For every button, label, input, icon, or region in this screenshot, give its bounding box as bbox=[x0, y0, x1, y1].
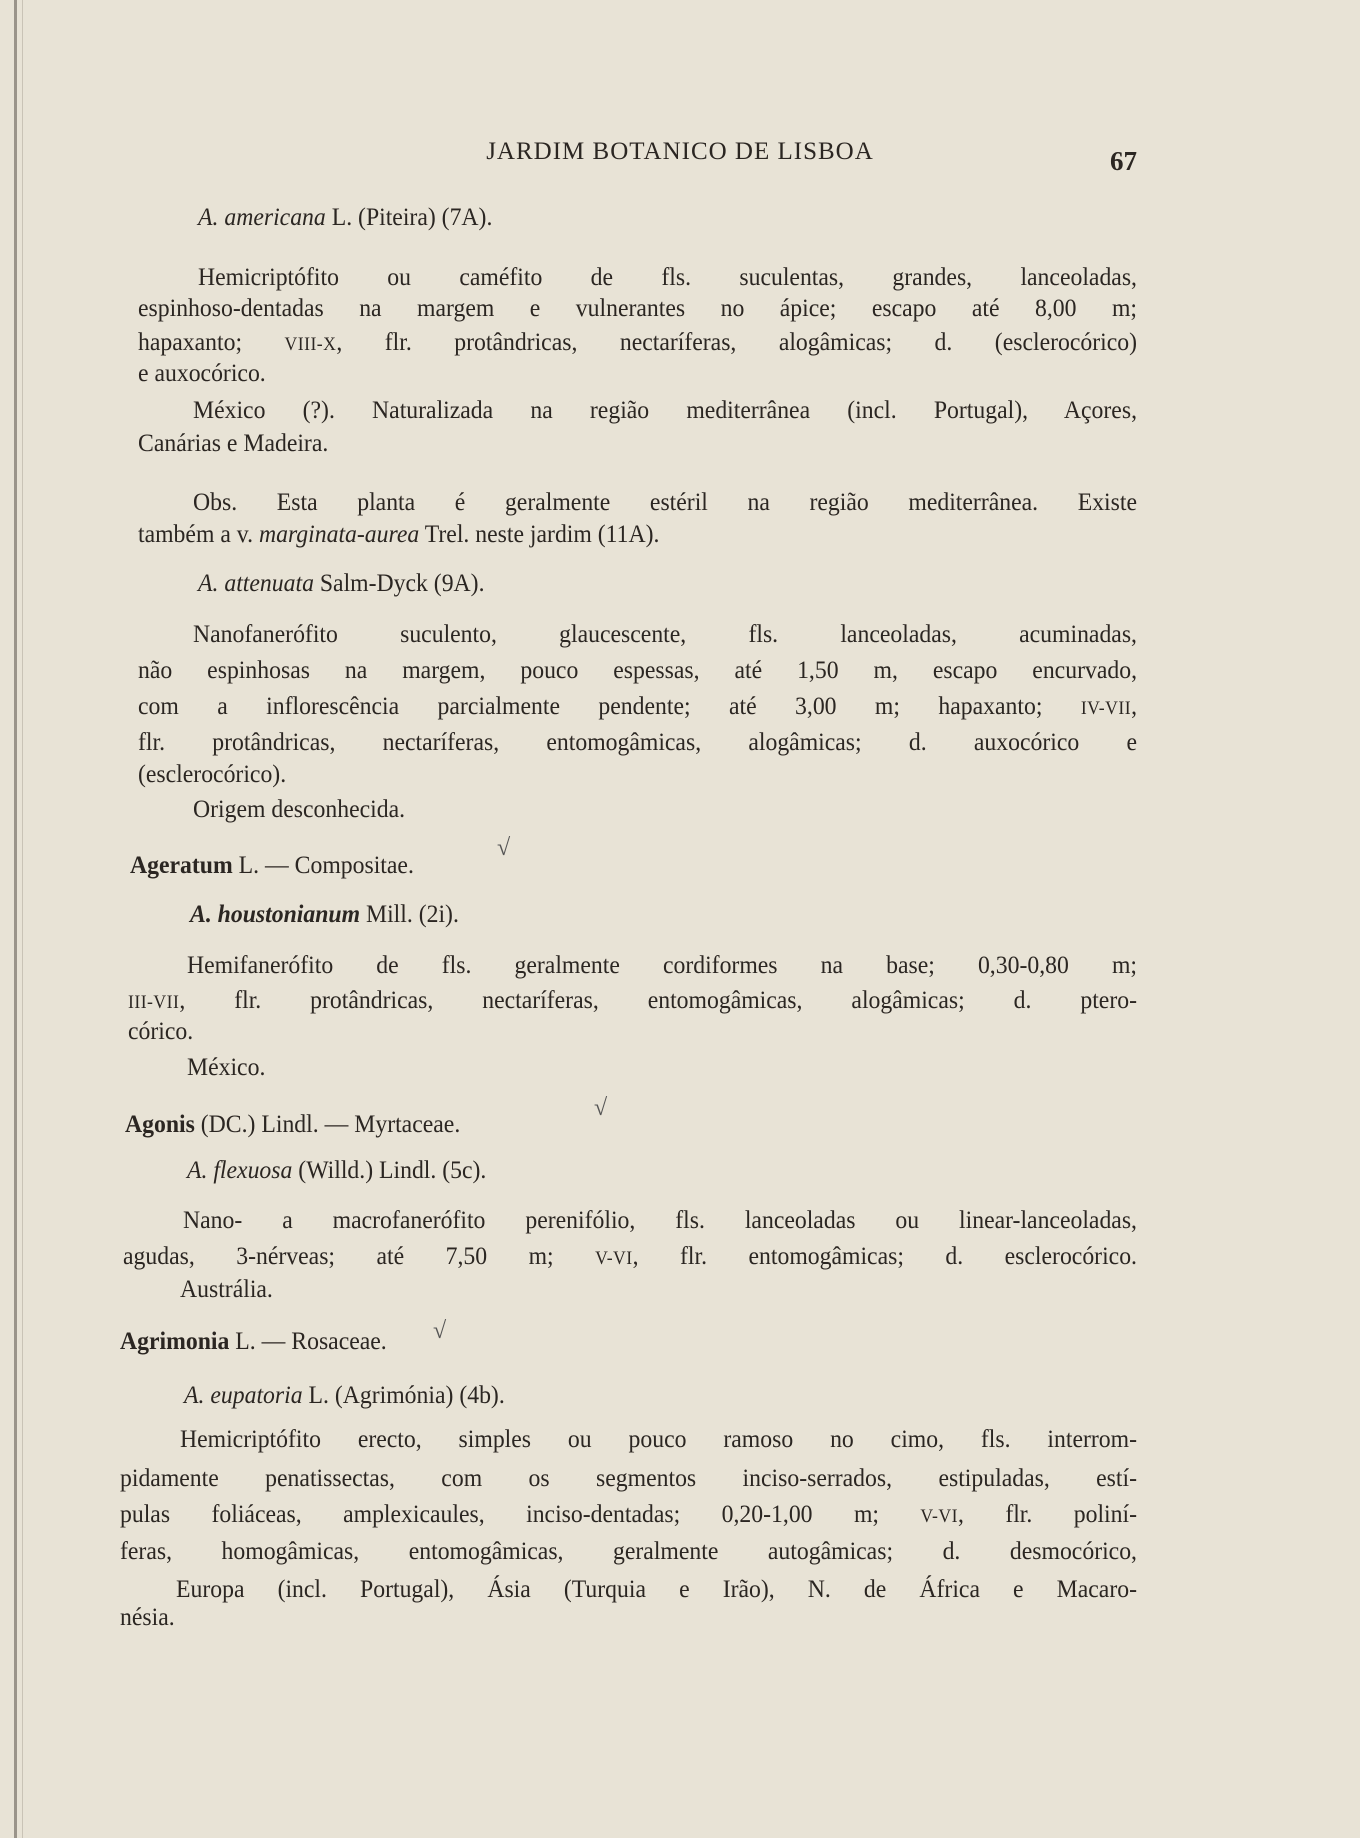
text-line bbox=[138, 691, 1137, 721]
text-run: Agrimonia bbox=[120, 1326, 230, 1355]
text-line bbox=[193, 619, 1137, 649]
text-run: Origem desconhecida. bbox=[193, 794, 406, 823]
text-run: , flr. entomogâmicas; d. esclerocórico. bbox=[632, 1241, 1137, 1270]
text-line bbox=[120, 1326, 387, 1356]
text-run: L. — Rosaceae. bbox=[229, 1326, 387, 1355]
text-run: também a v. bbox=[138, 519, 259, 548]
text-run: Hemicriptófito ou caméfito de fls. suculentas, grandes, lanceoladas, bbox=[198, 262, 1137, 291]
text-run: (esclerocórico). bbox=[138, 759, 287, 788]
text-line bbox=[128, 985, 1137, 1015]
text-run: , flr. poliní- bbox=[957, 1499, 1137, 1528]
text-run: L. (Piteira) (7A). bbox=[325, 202, 493, 231]
text-line bbox=[180, 1424, 1137, 1454]
check-mark: √ bbox=[497, 835, 511, 861]
text-run: L. (Agrimónia) (4b). bbox=[302, 1380, 505, 1409]
text-line bbox=[138, 727, 1137, 757]
text-line bbox=[128, 1016, 193, 1046]
text-line bbox=[138, 358, 266, 388]
text-run: Ageratum bbox=[130, 850, 233, 879]
text-run: espinhoso-dentadas na margem e vulnerantes no ápice; escapo até 8,00 m; bbox=[138, 293, 1137, 322]
text-run: córico. bbox=[128, 1016, 194, 1045]
text-run: III-VII bbox=[128, 992, 180, 1013]
text-line bbox=[198, 262, 1137, 292]
text-run: feras, homogâmicas, entomogâmicas, geralmente autogâmicas; d. desmocórico, bbox=[120, 1536, 1137, 1565]
text-run: A. eupatoria bbox=[184, 1380, 303, 1409]
text-line bbox=[198, 202, 492, 232]
text-line bbox=[184, 1380, 505, 1410]
text-run: pulas foliáceas, amplexicaules, inciso-dentadas; 0,20-1,00 m; bbox=[120, 1499, 921, 1528]
page-number: 67 bbox=[1110, 146, 1137, 176]
text-run: V-VI bbox=[595, 1248, 633, 1269]
check-mark: √ bbox=[433, 1318, 447, 1344]
check-mark: √ bbox=[594, 1095, 608, 1121]
text-line bbox=[193, 487, 1137, 517]
text-line bbox=[120, 1499, 1137, 1529]
text-run: V-VI bbox=[920, 1506, 958, 1527]
text-run: Agonis bbox=[125, 1109, 195, 1138]
text-line bbox=[123, 1241, 1137, 1271]
text-line bbox=[190, 899, 459, 929]
text-run: (Willd.) Lindl. (5c). bbox=[292, 1155, 487, 1184]
text-run: não espinhosas na margem, pouco espessas, até 1,50 m, escapo encurvado, bbox=[138, 655, 1137, 684]
text-run: Canárias e Madeira. bbox=[138, 428, 329, 457]
text-run: e auxocórico. bbox=[138, 358, 266, 387]
text-run: Nano- a macrofanerófito perenifólio, fls. lanceoladas ou linear-lanceoladas, bbox=[183, 1205, 1137, 1234]
text-line bbox=[138, 293, 1137, 323]
text-line bbox=[187, 1052, 265, 1082]
text-run: Nanofanerófito suculento, glaucescente, fls. lanceoladas, acuminadas, bbox=[193, 619, 1137, 648]
text-run: agudas, 3-nérveas; até 7,50 m; bbox=[123, 1241, 596, 1270]
text-line bbox=[120, 1463, 1137, 1493]
text-run: com a inflorescência parcialmente pendente; até 3,00 m; hapaxanto; bbox=[138, 691, 1081, 720]
text-line bbox=[180, 1274, 273, 1304]
text-run: Hemicriptófito erecto, simples ou pouco ramoso no cimo, fls. interrom- bbox=[180, 1424, 1137, 1453]
text-run: nésia. bbox=[120, 1602, 175, 1631]
text-line bbox=[138, 655, 1137, 685]
text-run: IV-VII bbox=[1080, 698, 1132, 719]
text-run: L. — Compositae. bbox=[232, 850, 414, 879]
text-run: , flr. protândricas, nectaríferas, entomogâmicas, alogâmicas; d. ptero- bbox=[179, 985, 1137, 1014]
text-line bbox=[176, 1574, 1137, 1604]
text-run: Trel. neste jardim (11A). bbox=[419, 519, 660, 548]
text-line bbox=[125, 1109, 460, 1139]
text-run: flr. protândricas, nectaríferas, entomogâmicas, alogâmicas; d. auxocórico e bbox=[138, 727, 1137, 756]
text-line bbox=[130, 850, 414, 880]
text-run: (DC.) Lindl. — Myrtaceae. bbox=[194, 1109, 461, 1138]
text-run: VIII-X bbox=[284, 334, 337, 355]
text-run: , bbox=[1131, 691, 1137, 720]
text-run: A. americana bbox=[198, 202, 326, 231]
page-binding-edge-inner bbox=[22, 0, 23, 1838]
text-line bbox=[193, 794, 405, 824]
text-line bbox=[193, 395, 1137, 425]
text-line bbox=[183, 1205, 1137, 1235]
text-line bbox=[138, 759, 286, 789]
running-header: JARDIM BOTANICO DE LISBOA bbox=[486, 138, 874, 165]
text-run: marginata-aurea bbox=[258, 519, 420, 548]
text-run: pidamente penatissectas, com os segmentos inciso-serrados, estipuladas, estí- bbox=[120, 1463, 1137, 1492]
text-run: A. houstonianum bbox=[190, 899, 361, 928]
text-run: hapaxanto; bbox=[138, 327, 285, 356]
text-run: Europa (incl. Portugal), Ásia (Turquia e Irão), N. de África e Macaro- bbox=[176, 1574, 1137, 1603]
text-line bbox=[138, 519, 659, 549]
text-run: Hemifanerófito de fls. geralmente cordiformes na base; 0,30-0,80 m; bbox=[187, 950, 1137, 979]
text-run: México. bbox=[187, 1052, 266, 1081]
text-line bbox=[120, 1536, 1137, 1566]
text-line bbox=[198, 568, 485, 598]
text-run: México (?). Naturalizada na região mediterrânea (incl. Portugal), Açores, bbox=[193, 395, 1137, 424]
text-line bbox=[187, 1155, 486, 1185]
text-run: Obs. Esta planta é geralmente estéril na região mediterrânea. Existe bbox=[193, 487, 1137, 516]
text-run: , flr. protândricas, nectaríferas, alogâmicas; d. (esclerocórico) bbox=[336, 327, 1138, 356]
text-line bbox=[120, 1602, 175, 1632]
text-run: A. attenuata bbox=[198, 568, 314, 597]
text-line bbox=[138, 327, 1137, 357]
text-run: Mill. (2i). bbox=[360, 899, 459, 928]
text-line bbox=[138, 428, 328, 458]
text-run: Austrália. bbox=[180, 1274, 273, 1303]
text-line bbox=[187, 950, 1137, 980]
text-run: A. flexuosa bbox=[187, 1155, 293, 1184]
text-run: Salm-Dyck (9A). bbox=[313, 568, 485, 597]
page-binding-edge bbox=[14, 0, 17, 1838]
